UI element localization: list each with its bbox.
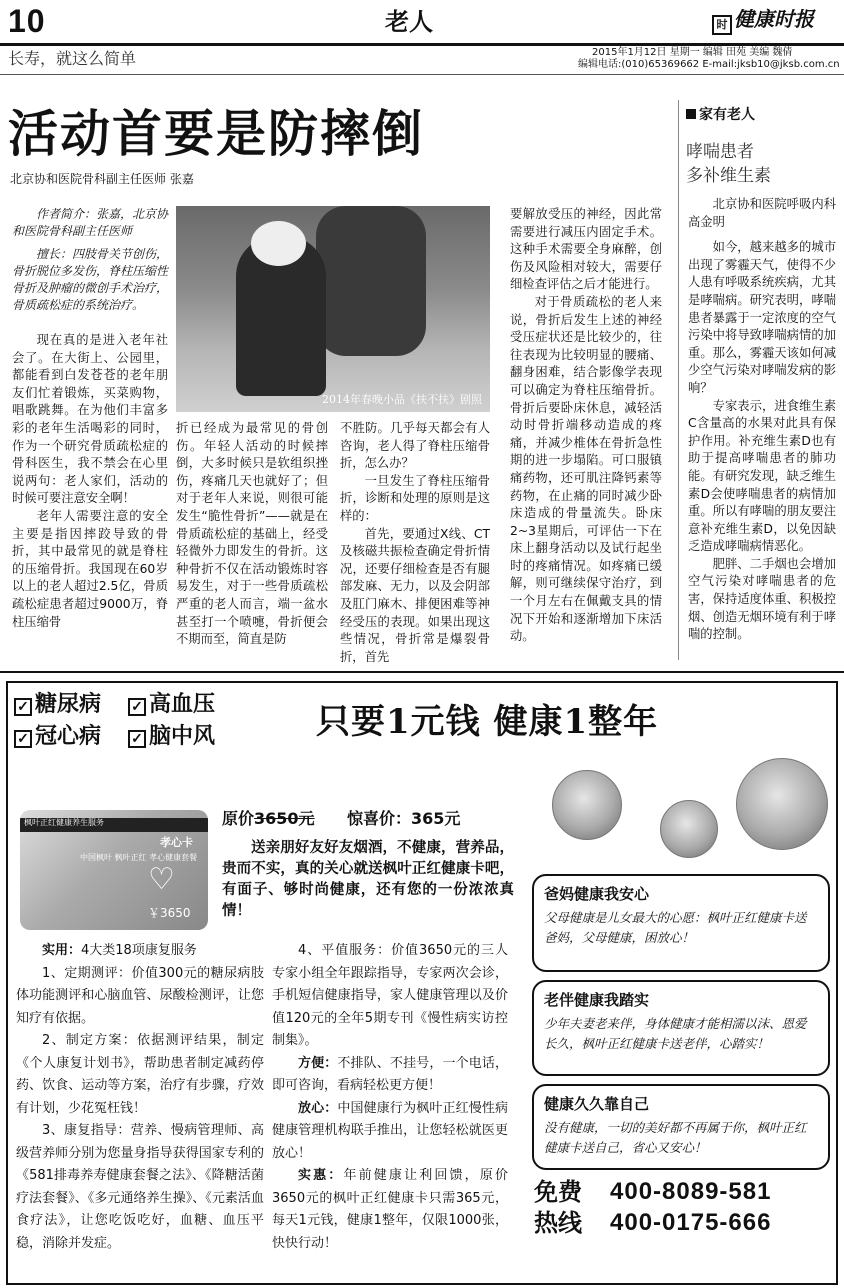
issue-date-editors: 2015年1月12日 星期一 编辑 田苑 美编 魏倩 [592,47,793,58]
bubble-text: 父母健康是儿女最大的心愿：枫叶正红健康卡送爸妈，父母健康，困放心！ [544,910,807,946]
ad-paragraph: 2、制定方案：依据测评结果，制定《个人康复计划书》，帮助患者制定减药停药、饮食、运动等方案，治疗有步骤，疗效有计划，少花冤枉钱！ [16,1033,264,1116]
checklist-item: ✓ 高血压 [128,690,215,720]
header-rule [0,43,844,46]
author-expertise: 擅长：四肢骨关节创伤，骨折脱位多发伤，脊柱压缩性骨折及肿瘤的微创手术治疗，骨质疏松症的系统治疗。 [12,247,169,312]
card-brand: 枫叶正红健康养生服务 [24,818,104,827]
bubble-title: 老伴健康我踏实 [544,991,650,1009]
photo-figure [251,221,306,266]
photo-elderly-woman [736,758,828,850]
newspaper-logo [712,6,814,35]
card-price: ￥3650 [148,906,191,920]
checkbox-icon: ✓ [14,730,32,748]
testimonial-bubble [532,874,830,972]
author-intro: 作者简介：张嘉，北京协和医院骨科副主任医师 [12,207,169,238]
page-number: 10 [8,3,46,39]
heart-icon: ♡ [148,862,175,897]
article-column-2 [176,420,328,649]
article-byline: 北京协和医院骨科副主任医师 张嘉 [10,172,194,186]
bubble-title: 健康久久靠自己 [544,1095,650,1113]
article-paragraph: 要解放受压的神经，因此常需要进行减压内固定手术。这种手术需要全身麻醉，创伤及风险相对较大，需要仔细检查评估之后才能进行。 [510,207,662,292]
checkbox-icon: ✓ [128,730,146,748]
bubble-title: 爸妈健康我安心 [544,885,650,903]
photo-caption: 2014年春晚小品《扶不扶》剧照 [322,393,482,407]
health-card-image [20,810,208,930]
sidebar-headline: 哮喘患者 多补维生素 [686,142,771,186]
article-photo [176,206,490,412]
sidebar-section-label: 家有老人 [686,106,755,125]
hotline-number: 400-8089-581 [610,1178,772,1205]
checklist-item: ✓ 糖尿病 [14,690,101,720]
editor-contact: 编辑电话:(010)65369662 E-mail:jksb10@jksb.com.cn [578,59,840,70]
testimonial-bubble [532,1084,830,1170]
deal-price: 惊喜价：365元 [347,809,461,828]
checkbox-icon: ✓ [14,698,32,716]
sidebar-paragraph: 肥胖、二手烟也会增加空气污染对哮喘患者的危害，保持适度体重、积极控烟、创造无烟环境有利于哮喘的控制。 [688,556,836,642]
hotline-label: 免费 [534,1177,582,1206]
logo-text: 健康时报 [734,7,814,31]
section-title: 老人 [385,8,433,36]
bubble-text: 少年夫妻老来伴，身体健康才能相濡以沫、恩爱长久，枫叶正红健康卡送老伴，心踏实！ [544,1016,807,1052]
photo-figure [316,206,426,356]
ad-paragraph: 方便：不排队、不挂号，一个电话，即可咨询，看病轻松更方便！ [272,1055,508,1093]
page-slogan: 长寿，就这么简单 [8,49,137,68]
square-bullet-icon [686,109,696,119]
hotline-label: 热线 [534,1208,582,1237]
logo-mark-icon: 时 [712,15,732,35]
checklist-item: ✓ 脑中风 [128,722,215,752]
article-column-4 [510,206,662,646]
article-paragraph: 首先，要通过X线、CT及核磁共振检查确定骨折情况，还要仔细检查是否有腿部发麻、无力，以及会阴部及肛门麻木、排便困难等神经受压的表现。如果出现这些情况，骨折常是爆裂骨折，首先 [340,526,490,664]
sidebar-byline: 北京协和医院呼吸内科 高金明 [688,197,836,229]
article-paragraph: 一旦发生了脊柱压缩骨折，诊断和处理的原则是这样的： [340,473,490,523]
article-paragraph: 不胜防。几乎每天都会有人咨询，老人得了脊柱压缩骨折，怎么办？ [340,421,490,471]
ad-paragraph: 放心：中国健康行为枫叶正红慢性病健康管理机构联手推出，让您轻松就医更放心！ [272,1100,508,1161]
article-column-1 [12,206,168,631]
ad-paragraph: 3、康复指导：营养、慢病管理师、高级营养师分别为您量身指导获得国家专利的《581排毒养寿健康套餐之法》、《降糖活菌疗法套餐》、《多元通络养生操》、《元素活血食疗法》，让您吃饭吃好，血糖、血压平稳，消除并发症。 [16,1123,264,1251]
article-paragraph: 对于骨质疏松的老人来说，骨折后发生上述的神经受压症状还是比较少的，往往表现为比较明显的腰痛、翻身困难，结合影像学表现可以确定为脊柱压缩骨折。骨折后要卧床休息，减轻活动时骨折端移动造成的疼痛，并减少椎体在骨折急性期的进一步塌陷。可口服镇痛药物，还可肌注降钙素等药物，在止痛的同时减少卧床造成的骨量流失。卧床2~3星期后，可评估一下在床上翻身活动以及试行起坐时的疼痛情况。如疼痛已缓解，则可继续保守治疗，到一个月左右在佩戴支具的情况下开始和逐渐增加下床活动。 [510,294,662,644]
article-paragraph: 现在真的是进入老年社会了。在大街上、公园里，都能看到白发苍苍的老年朋友们忙着锻炼，买菜购物，唱歌跳舞。在为他们丰富多彩的老年生活喝彩的同时，作为一个研究骨质疏松症的骨科医生，我不禁会在心里说两句：老人家们，活动的时候可要注意安全啊！ [12,333,168,506]
ad-paragraph: 1、定期测评：价值300元的糖尿病肢体功能测评和心脑血管、尿酸检测评，让您知疗有依据。 [16,965,264,1026]
card-text: 中国枫叶 枫叶正红 孝心健康套餐 [80,853,198,862]
ad-intro: 送亲朋好友好友烟酒，不健康，营养品，贵而不实，真的关心就送枫叶正红健康卡吧，有面子、够时尚健康，还有您的一份浓浓真情！ [222,840,514,919]
article-paragraph: 老年人需要注意的安全主要是指因摔跤导致的骨折，其中最常见的就是脊柱的压缩骨折。我国现在60岁以上的老人超过2.5亿，骨质疏松症患者超过9000万，脊柱压缩骨 [12,508,168,629]
sidebar-paragraph: 如今，越来越多的城市出现了雾霾天气，使得不少人患有呼吸系统疾病，尤其是哮喘病。研究表明，哮喘患者暴露于一定浓度的空气污染中将导致哮喘病情的加重。那么，雾霾天该如何减少空气污染对哮喘发病的影响？ [688,240,836,395]
testimonial-bubble [532,980,830,1076]
ad-paragraph: 实惠：年前健康让利回馈，原价3650元的枫叶正红健康卡只需365元，每天1元钱，健康1整年，仅限1000张，快快行动！ [272,1168,508,1251]
ad-paragraph: 实用：4大类18项康复服务 [42,943,197,958]
hotline-number: 400-0175-666 [610,1209,772,1236]
ad-slogan: 只要1元钱 健康1整年 [316,702,659,742]
ad-services-mid [272,940,508,1255]
ad-services-left [16,940,264,1255]
ad-divider [0,671,844,673]
article-column-3 [340,420,490,666]
sidebar-paragraph: 专家表示，进食维生素C含量高的水果对此具有保护作用。补充维生素D也有助于提高哮喘患者的肺功能。有研究发现，缺乏维生素D会使哮喘患者的病情加重。所以有哮喘的朋友要注意补充维生素D，以免因缺乏造成哮喘病情恶化。 [688,398,836,554]
original-price: 原价3650元 [222,809,315,828]
column-divider [678,100,679,660]
photo-couple [552,770,622,840]
ad-paragraph: 4、平值服务：价值3650元的三人专家小组全年跟踪指导，专家两次会诊，手机短信健康指导，家人健康管理以及价值120元的全年5期专刊《慢性病实访控制集》。 [272,943,508,1048]
subheader-rule [0,74,844,75]
sidebar-body [688,196,836,644]
article-paragraph: 折已经成为最常见的骨创伤。年轻人活动的时候摔倒，大多时候只是软组织挫伤，疼痛几天也就好了；但对于老年人来说，则很可能发生“脆性骨折”——就是在骨质疏松症的基础上，经受轻微外力即发生的骨折。这种骨折不仅在活动锻炼时容易发生，对于一些骨质疏松严重的老人而言，端一盆水甚至打一个喷嚏，骨折便会不期而至，简直是防 [176,421,328,647]
article-headline: 活动首要是防摔倒 [8,104,424,163]
card-name: 孝心卡 [160,836,193,849]
photo-elderly-man [660,800,718,858]
bubble-text: 没有健康，一切的美好都不再属于你，枫叶正红健康卡送自己，省心又安心！ [544,1120,807,1156]
checkbox-icon: ✓ [128,698,146,716]
checklist-item: ✓ 冠心病 [14,722,101,752]
